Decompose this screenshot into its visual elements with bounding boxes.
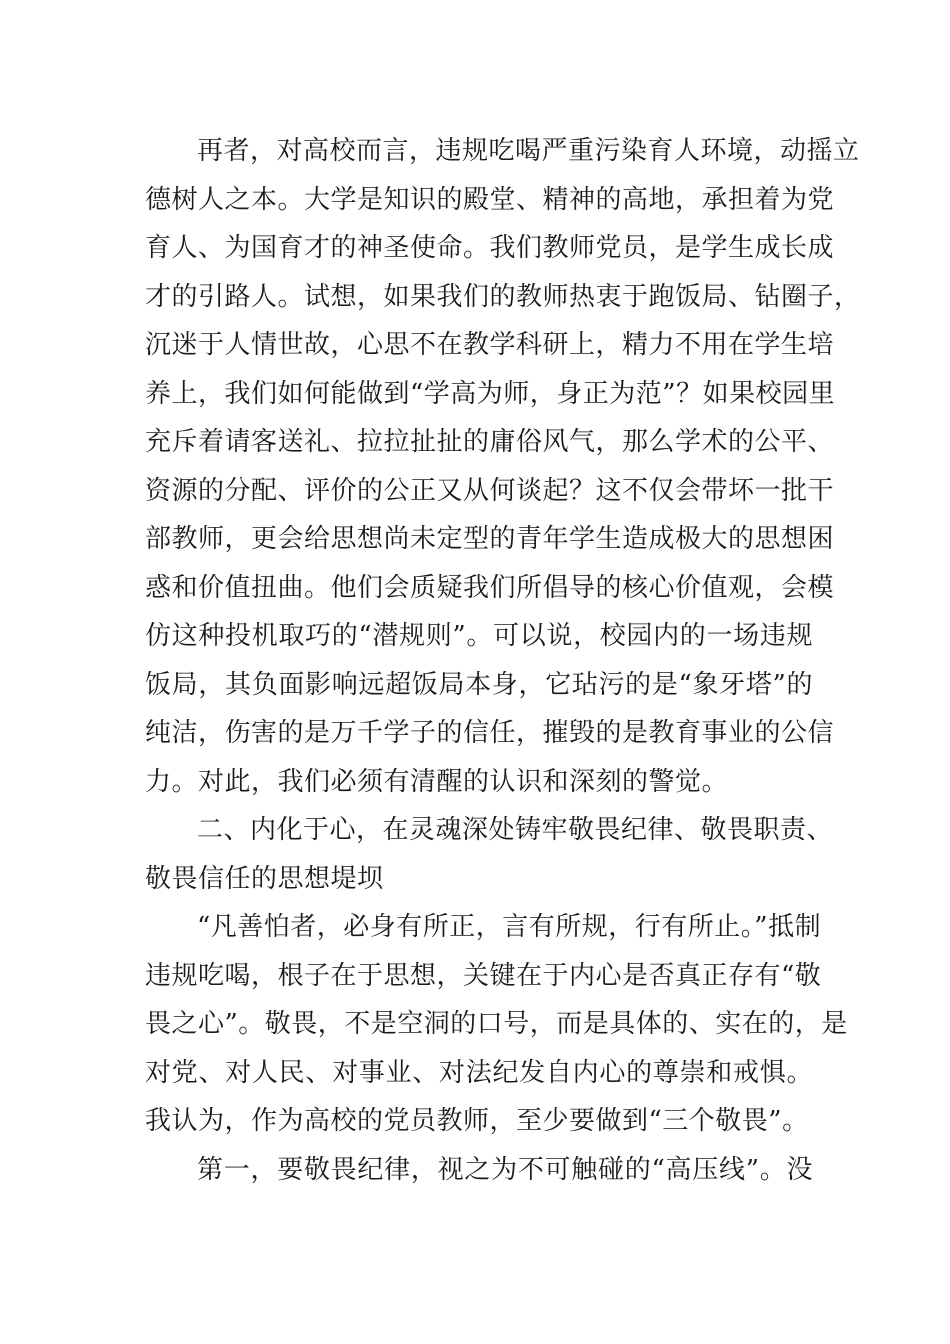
paragraph-3 [145,1146,813,1195]
text-line: “凡善怕者，必身有所正，言有所规，行有所止。”抵制 [197,912,822,942]
section-heading [145,806,834,903]
text-line: 违规吃喝，根子在于思想，关键在于内心是否真正存有“敬 [145,960,822,991]
text-line: 充斥着请客送礼、拉拉扯扯的庸俗风气，那么学术的公平、 [145,427,835,457]
paragraph-1 [145,127,861,806]
heading-line: 二、内化于心，在灵魂深处铸牢敬畏纪律、敬畏职责、 [197,815,834,845]
text-line: 仿这种投机取巧的“潜规则”。可以说，校园内的一场违规 [145,621,813,651]
text-line: 部教师，更会给思想尚未定型的青年学生造成极大的思想困 [145,524,835,554]
text-line: 畏之心”。敬畏，不是空洞的口号，而是具体的、实在的，是 [145,1009,848,1039]
document-body [145,127,861,1194]
text-line: 第一，要敬畏纪律，视之为不可触碰的“高压线”。没 [197,1154,813,1185]
paragraph-2 [145,903,848,1146]
heading-line: 敬畏信任的思想堤坝 [145,863,384,894]
text-line: 育人、为国育才的神圣使命。我们教师党员，是学生成长成 [145,233,835,263]
text-line: 才的引路人。试想，如果我们的教师热衷于跑饭局、钻圈子， [145,281,861,312]
text-line: 对党、对人民、对事业、对法纪发自内心的尊崇和戒惧。 [145,1057,813,1088]
text-line: 纯洁，伤害的是万千学子的信任，摧毁的是教育事业的公信 [145,718,835,748]
text-line: 我认为，作为高校的党员教师，至少要做到“三个敬畏”。 [145,1106,809,1136]
text-line: 力。对此，我们必须有清醒的认识和深刻的警觉。 [145,766,729,797]
text-line: 德树人之本。大学是知识的殿堂、精神的高地，承担着为党 [145,184,835,215]
text-line: 沉迷于人情世故，心思不在教学科研上，精力不用在学生培 [145,330,835,360]
text-line: 资源的分配、评价的公正又从何谈起？这不仅会带坏一批干 [145,475,835,506]
text-line: 惑和价值扭曲。他们会质疑我们所倡导的核心价值观，会模 [145,572,835,603]
text-line: 饭局，其负面影响远超饭局本身，它玷污的是“象牙塔”的 [145,669,813,700]
text-line: 养上，我们如何能做到“学高为师，身正为范”？如果校园里 [145,378,836,409]
text-line: 再者，对高校而言，违规吃喝严重污染育人环境，动摇立 [197,136,860,166]
